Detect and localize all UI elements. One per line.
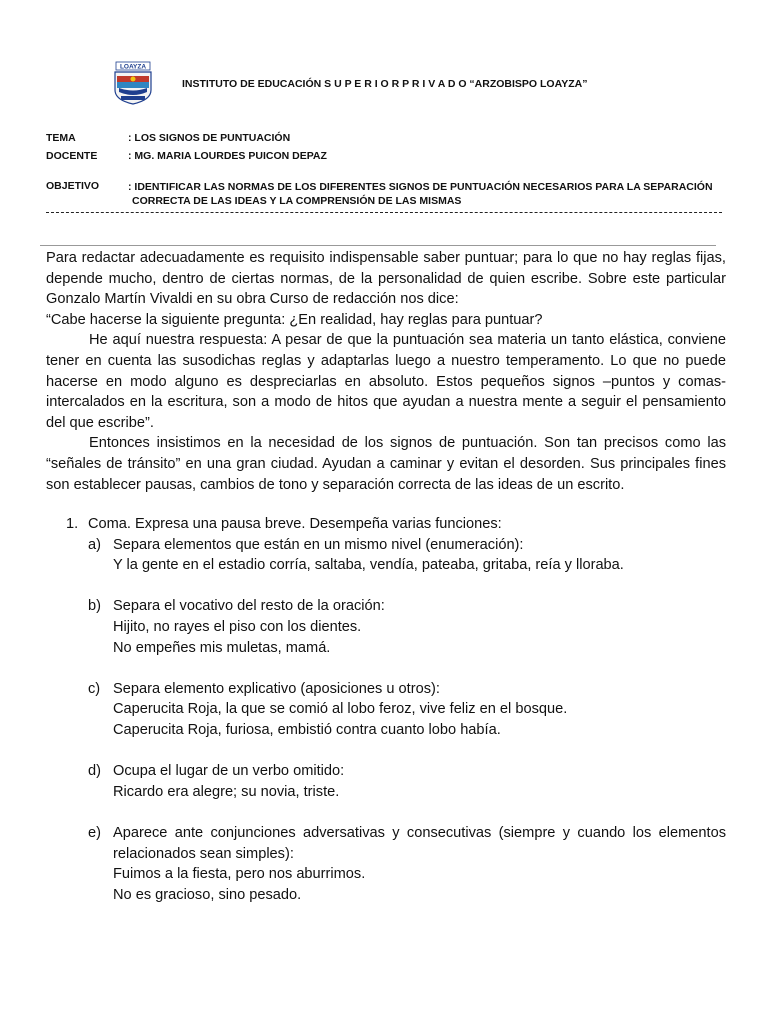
sub-item-d [66, 761, 726, 802]
header-key: DOCENTE [46, 150, 98, 162]
header-value: : LOS SIGNOS DE PUNTUACIÓN [128, 132, 291, 144]
sub-label: b) [88, 598, 101, 615]
conclusion-paragraph: Entonces insistimos en la necesidad de los signos de puntuación. Son tan precisos como las “señales de tránsito” en una gran ciudad. Ayudan a caminar y evitan el desorden. Sus principales fines son establecer pausas, cambios de tono y separación correcta de las ideas de un escrito. [46, 435, 726, 493]
objective-line2: CORRECTA DE LAS IDEAS Y LA COMPRENSIÓN DE LAS MISMAS [132, 195, 462, 207]
sub-label: d) [88, 763, 101, 780]
punctuation-list [66, 514, 726, 905]
example-line: Caperucita Roja, la que se comió al lobo feroz, vive feliz en el bosque. [113, 701, 568, 718]
example-line: Y la gente en el estadio corría, saltaba, vendía, pateaba, gritaba, reía y lloraba. [113, 557, 624, 574]
list-item [66, 514, 726, 535]
logo-text: LOAYZA [119, 63, 147, 71]
sub-text: Aparece ante conjunciones adversativas y consecutivas (siempre y cuando los elementos relacionados sean simples): [113, 824, 726, 862]
header-key: TEMA [46, 132, 76, 144]
example-line: No es gracioso, sino pesado. [113, 886, 302, 903]
example-line: Hijito, no rayes el piso con los dientes. [113, 618, 362, 635]
sub-text: Separa el vocativo del resto de la oración: [113, 598, 385, 615]
dashed-divider [46, 212, 722, 213]
list-item-text: Coma. Expresa una pausa breve. Desempeña varias funciones: [88, 516, 502, 532]
objective-line1: : IDENTIFICAR LAS NORMAS DE LOS DIFERENTES SIGNOS DE PUNTUACIÓN NECESARIOS PARA LA SEPARACIÓN [128, 181, 713, 193]
sub-label: e) [88, 824, 101, 841]
sub-text: Ocupa el lugar de un verbo omitido: [113, 763, 345, 780]
sub-text: Separa elementos que están en un mismo nivel (enumeración): [113, 536, 524, 553]
institute-logo [110, 60, 156, 106]
list-number: 1. [66, 516, 79, 532]
example-line: Caperucita Roja, furiosa, embistió contra cuanto lobo había. [113, 721, 501, 738]
institute-name: INSTITUTO DE EDUCACIÓN S U P E R I O R P R I V A D O “ARZOBISPO LOAYZA” [182, 78, 588, 90]
intro-section [46, 248, 726, 495]
horizontal-rule [40, 245, 716, 246]
quote-question: “Cabe hacerse la siguiente pregunta: ¿En realidad, hay reglas para puntuar? [46, 311, 543, 328]
sub-item-a [66, 535, 726, 576]
example-line: Ricardo era alegre; su novia, triste. [113, 783, 340, 800]
sub-item-e [66, 823, 726, 905]
sub-label: c) [88, 680, 101, 697]
header-value: : MG. MARIA LOURDES PUICON DEPAZ [128, 150, 327, 162]
header-key: OBJETIVO [46, 180, 100, 192]
objective-text [128, 180, 728, 208]
sub-item-c [66, 679, 726, 741]
sub-label: a) [88, 536, 101, 553]
example-line: Fuimos a la fiesta, pero nos aburrimos. [113, 866, 366, 883]
example-line: No empeñes mis muletas, mamá. [113, 639, 331, 656]
quote-answer: He aquí nuestra respuesta: A pesar de que la puntuación sea materia un tanto elástica, conviene tener en cuenta las susodichas reglas y adaptarlas luego a nuestro temperamento. Lo que no puede hacerse en modo alguno es despreciarlas en absoluto. Estos pequeños signos –puntos y comas- intercalados en la escritura, son a modo de hitos que ayudan a nuestra mente a seguir el pensamiento del que escribe”. [46, 332, 726, 431]
sub-text: Separa elemento explicativo (aposiciones u otros): [113, 680, 440, 697]
intro-paragraph: Para redactar adecuadamente es requisito indispensable saber puntuar; para lo que no hay reglas fijas, depende mucho, dentro de ciertas normas, de la personalidad de quien escribe. Sobre este particular Gonzalo Martín Vivaldi en su obra Curso de redacción nos dice: [46, 250, 726, 308]
sub-item-b [66, 596, 726, 658]
